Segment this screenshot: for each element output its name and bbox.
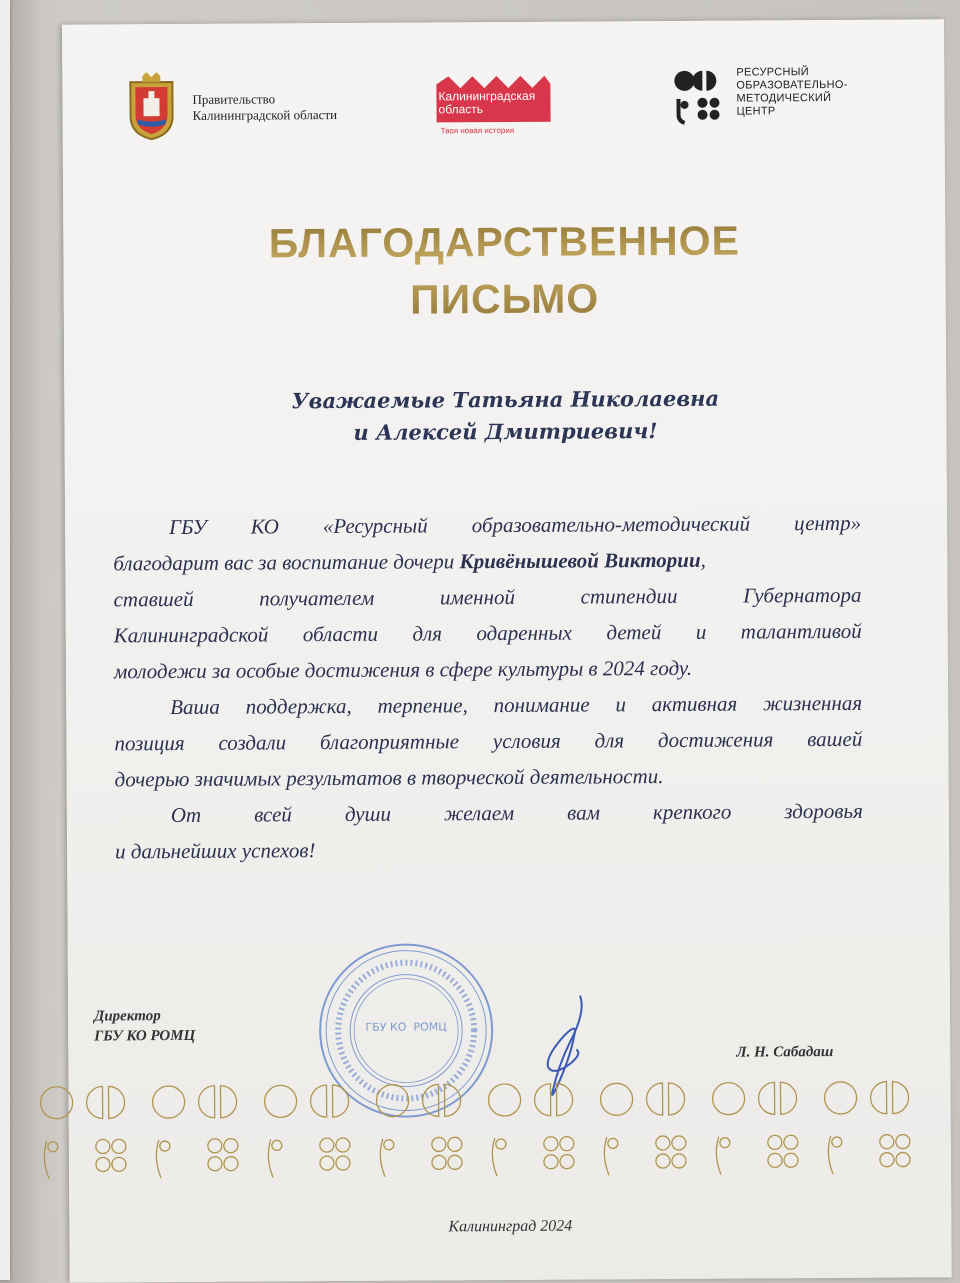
romc-logo-icon [672, 69, 728, 125]
romc-name-line1: РЕСУРСНЫЙ [736, 66, 810, 79]
signer-position-line2: ГБУ КО РОМЦ [94, 1027, 196, 1045]
body-line-6: Ваша поддержка, терпение, понимание и активная жизненная [170, 690, 863, 720]
body-line-3: ставшей получателем именной стипендии Губернатора [113, 582, 862, 612]
region-logo [434, 74, 552, 141]
romc-name-line3: МЕТОДИЧЕСКИЙ [736, 91, 832, 105]
region-logo-text-line2: область [438, 102, 484, 117]
decorative-pattern [28, 1073, 929, 1188]
body-line-9: От всей души желаем вам крепкого здоровья [170, 798, 863, 828]
body-line-5: молодежи за особые достижения в сфере культуры в 2024 году. [113, 655, 693, 684]
footer-place-year: Калининград 2024 [448, 1217, 573, 1236]
region-logo-text-line1: Калининградская [438, 88, 536, 104]
body-line-2: благодарит вас за воспитание дочери Кривёнышевой Виктории , [113, 547, 706, 576]
salutation-line2: и Алексей Дмитриевич! [353, 418, 658, 445]
government-name-line1: Правительство [192, 91, 276, 107]
letter-body [113, 510, 863, 864]
title-line1: БЛАГОДАРСТВЕННОЕ [268, 217, 741, 267]
body-line-7: позиция создали благоприятные условия для достижения вашей [114, 726, 863, 756]
letter-sheet [62, 19, 952, 1282]
body-line-10: и дальнейших успехов! [114, 838, 316, 864]
signer-name: Л. Н. Сабадаш [736, 1044, 834, 1061]
body-line-4: Калининградской области для одаренных детей и талантливой [113, 618, 862, 648]
romc-name-line4: ЦЕНТР [736, 105, 776, 118]
region-logo-tagline: Твоя новая история [440, 125, 515, 136]
coat-of-arms-icon [126, 72, 176, 140]
body-line-8: дочерью значимых результатов в творческой деятельности. [114, 764, 664, 792]
romc-name-line2: ОБРАЗОВАТЕЛЬНО- [736, 78, 848, 92]
title-line2: ПИСЬМО [410, 275, 600, 323]
government-name-line2: Калининградской области [192, 107, 338, 123]
salutation-line1: Уважаемые Татьяна Николаевна [291, 385, 720, 414]
signer-position-line1: Директор [94, 1008, 161, 1025]
student-name: Кривёнышевой Виктории [459, 547, 701, 574]
adjacent-paper-edge [0, 0, 10, 1280]
body-line-1: ГБУ КО «Ресурсный образовательно-методический центр» [169, 510, 862, 540]
stamp-center-text: ГБУ КО РОМЦ [365, 1020, 447, 1034]
